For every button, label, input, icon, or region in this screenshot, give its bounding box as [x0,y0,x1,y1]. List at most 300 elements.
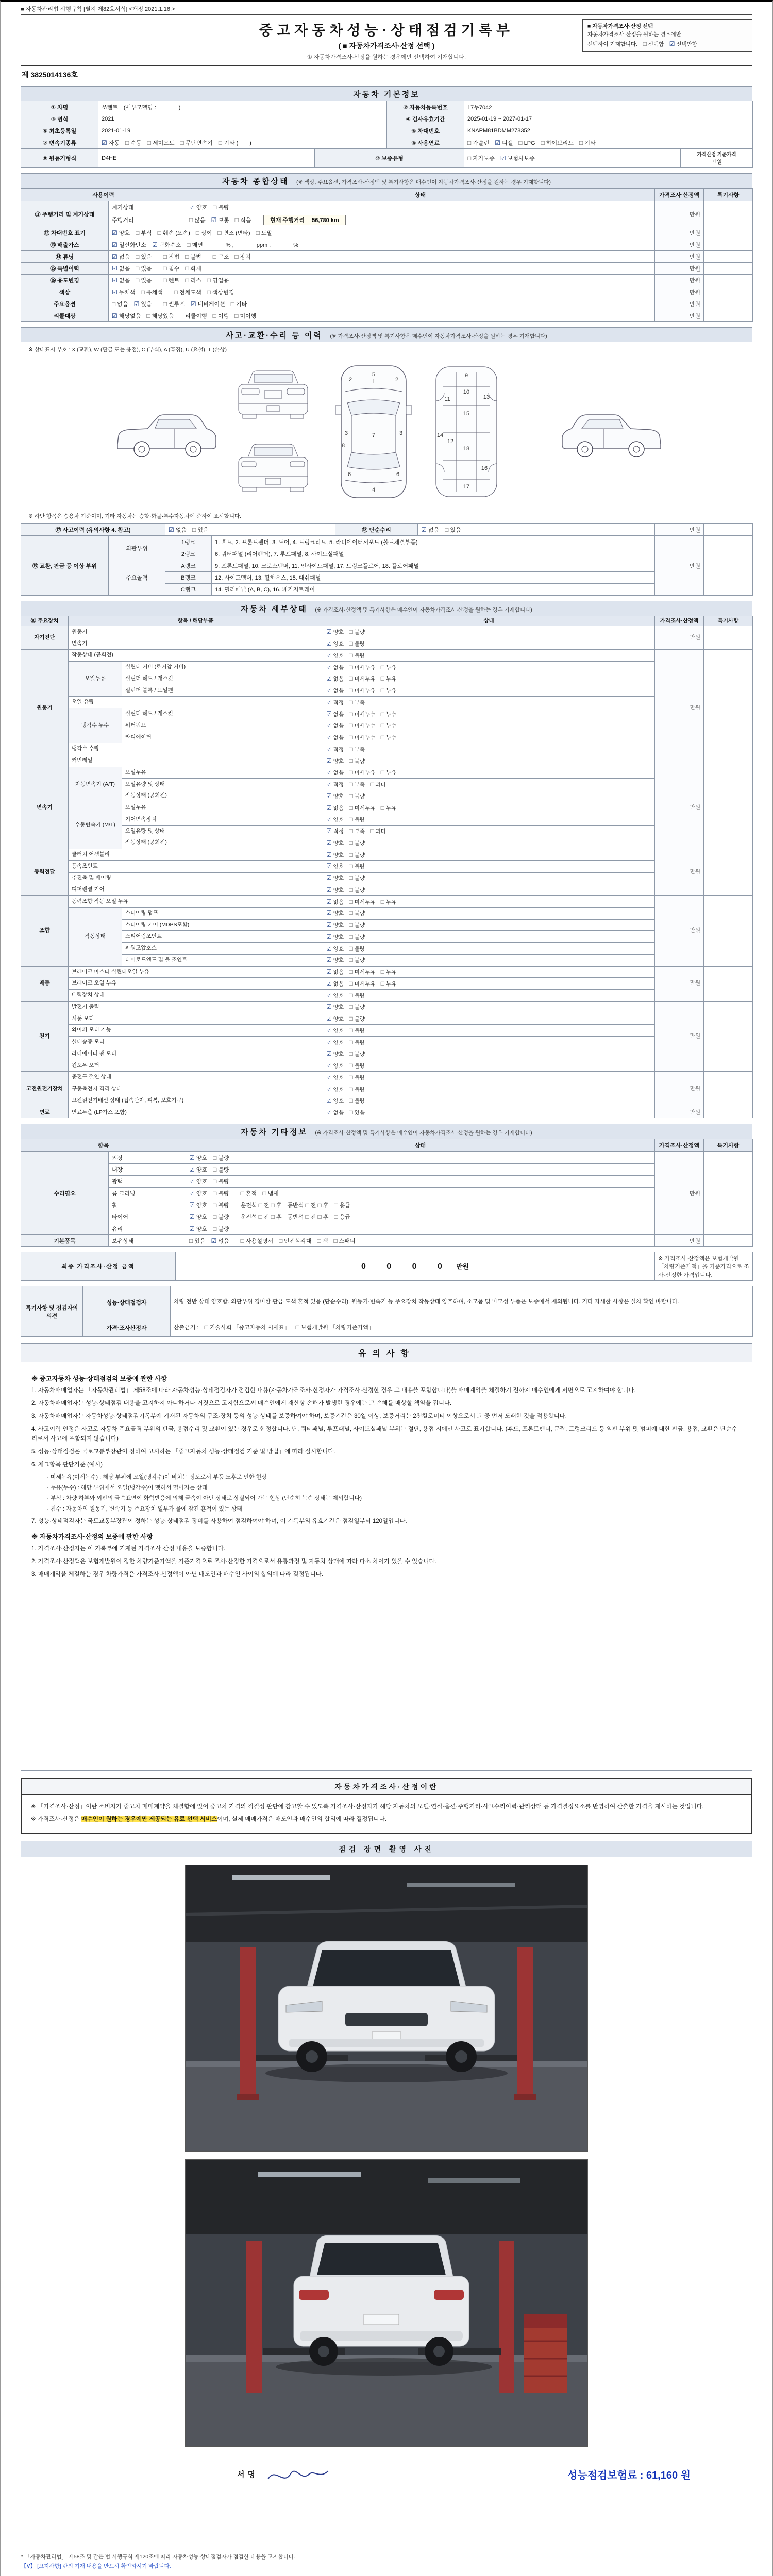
checked-box: ☑ [112,289,117,296]
unchecked-box: □ [146,312,150,319]
basic-info-section [21,86,752,168]
base-price-label: 가격산정 기준가격 [697,152,736,158]
unchecked-box: □ [195,229,200,236]
svg-text:1: 1 [372,379,376,385]
svg-text:13: 13 [483,394,490,400]
unchecked-box: □ [380,710,384,718]
unchecked-box: □ [349,792,353,800]
list-item: 5. 성능·상태점검은 국토교통부장관이 정하여 고시하는 「중고자동차 성능·상태점검 기준 및 방법」에 따라 실시합니다. [31,1449,335,1455]
remark-cell [704,310,753,322]
status-cell: ☑ 일산화탄소 ☑ 탄화수소 □ 매연 % , ppm , % [109,239,655,251]
item-label: 라디에이터 [122,732,323,743]
table-row [21,524,753,536]
checked-box: ☑ [326,897,332,905]
pricing-info-body [22,1795,751,1833]
accident-title-bar [21,327,752,342]
unchecked-box: □ [349,921,353,928]
svg-text:5: 5 [372,371,376,378]
table-row [21,884,753,896]
table-row [21,1252,753,1281]
checked-box: ☑ [326,651,332,659]
table-row [21,263,753,275]
svg-text:15: 15 [463,411,470,417]
svg-text:12: 12 [447,438,454,445]
comprehensive-section [21,173,752,322]
checked-box: ☑ [326,874,332,882]
item-label: 스티어링조인트 [122,931,323,943]
svg-text:17: 17 [463,484,470,490]
unchecked-box: □ [207,289,211,296]
unchecked-box: □ [163,277,167,284]
unchecked-box: □ [141,289,145,296]
unchecked-box: □ [185,277,189,284]
notices-title: 유의사항 [21,1344,752,1362]
section-note: (※ 색상, 주요옵션, 가격조사·산정액 및 특기사항은 매수인이 자동차가격조사·산정을 원하는 경우 기재합니다) [296,179,551,185]
status-cell: ☑ 적정 □ 부족 [323,743,655,755]
vehicle-name: 쏘렌토 (세부모델명 : ) [98,101,387,113]
pricing-info-highlight: 매수인이 원하는 경우에만 제공되는 유료 선택 서비스 [81,1816,217,1822]
item-label: 계기상태 [109,201,186,213]
item-label: 윈도우 모터 [69,1060,323,1072]
unchecked-box: □ [147,139,151,146]
checked-box: ☑ [326,1085,332,1093]
item-label: 작동상태 (공회전) [69,650,323,662]
unchecked-box: □ [349,839,353,846]
group-label: ⑯ 용도변경 [21,275,109,286]
price-cell: 만원 [655,1107,704,1118]
unchecked-box: □ [349,710,353,718]
car-diagram [103,355,670,510]
item-label: 실내송풍 모터 [69,1037,323,1048]
remark-cell [704,536,753,596]
rank-items: 6. 쿼터패널 (리어펜더), 7. 루프패널, 8. 사이드실패널 [212,548,655,560]
final-price-label: 최종 가격조사·산정 금액 [21,1252,176,1281]
table-row [21,697,753,708]
unchecked-box: □ [256,229,260,236]
unchecked-box: □ [305,1213,309,1221]
status-cell: ☑ 적정 □ 부족 □ 과다 [323,778,655,790]
engine-type: D4HE [98,149,315,168]
unchecked-box: □ [349,979,353,987]
rank-label: 2랭크 [165,548,212,560]
unchecked-box: □ [541,139,545,146]
checked-box: ☑ [326,792,332,800]
checked-box: ☑ [326,991,332,999]
unchecked-box: □ [380,687,384,694]
status-cell: ☑ 적정 □ 부족 □ 과다 [323,825,655,837]
checked-box: ☑ [189,1201,195,1209]
unchecked-box: □ [218,139,223,146]
photo-front-illustration [186,1865,587,2151]
unchecked-box: □ [349,745,353,753]
table-row [21,919,753,931]
unchecked-box: □ [180,139,184,146]
status-cell: ☑ 양호 □ 불량 [323,954,655,966]
unchecked-box: □ [380,897,384,905]
unchecked-box: □ [163,300,167,308]
checked-box: ☑ [326,675,332,683]
remark-cell [704,286,753,298]
list-item: 1. 자동차매매업자는 「자동차관리법」 제58조에 따라 자동차성능·상태점검자가 점검한 내용(자동차가격조사·산정자가 가격조사·산정한 경우 그 내용을 포함합니다)을 매매계약을 체결하기 전까지 매수인에게 서면으로 고지하여야 합니다. [31,1387,636,1394]
status-cell: ☑ 양호 □ 불량 [186,1152,655,1164]
status-cell: ☑ 양호 □ 불량 [323,1060,655,1072]
photo-rear-illustration [186,2160,587,2446]
checked-box: ☑ [326,1062,332,1069]
group-label: 색상 [21,286,109,298]
unchecked-box: □ [380,663,384,671]
unchecked-box: □ [187,241,191,248]
final-price-digits: 0 0 0 0 [361,1262,451,1272]
unchecked-box: □ [189,216,193,224]
insurance-fee-value: 61,160 원 [646,2469,691,2481]
warranty-type: □ 자가보증 ☑ 보험사보증 [464,149,681,168]
svg-text:16: 16 [481,465,488,471]
table-row [21,978,753,990]
price-cell: 만원 [655,239,704,251]
insurance-fee [567,2467,691,2482]
checked-box: ☑ [326,1026,332,1034]
item-label: 외장 [109,1152,186,1164]
status-cell: ☑ 양호 □ 불량 [323,919,655,931]
subgroup-label: 수동변속기 (M/T) [69,802,122,849]
price-cell: 만원 [655,1072,704,1107]
checked-box: ☑ [326,745,332,753]
checked-box: ☑ [326,979,332,987]
unchecked-box: □ [349,886,353,893]
group-label: ⑪ 주행거리 및 계기상태 [21,201,109,227]
checked-box: ☑ [169,526,174,533]
status-cell: ☑ 무채색 □ 유채색 □ 전체도색 □ 색상변경 [109,286,655,298]
table-row [21,137,753,149]
item-label: 오일유량 및 상태 [122,778,323,790]
group-label: 동력전달 [21,849,69,896]
misc-section [21,1124,752,1247]
status-cell: ☑ 없음 □ 미세누유 □ 누유 [323,685,655,697]
unchecked-box: □ [213,1225,217,1233]
column-header: 상태 [186,1139,655,1152]
unchecked-box: □ [334,1213,338,1221]
table-row [21,907,753,919]
checked-box: ☑ [190,300,196,308]
unchecked-box: □ [258,1201,262,1209]
section-title: 사고·교환·수리 등 이력 [226,331,323,340]
table-row [21,802,753,814]
checked-box: ☑ [112,241,117,248]
list-item: · 미세누유(미세누수) : 해당 부위에 오일(냉각수)이 비치는 정도로서 부품 노후로 인한 현상 [47,1474,267,1481]
table-row [21,1001,753,1013]
column-header: 가격조사·산정액 [655,189,704,201]
status-cell: ☑ 양호 □ 불량 [323,1013,655,1025]
checked-box: ☑ [326,757,332,765]
list-item: 7. 성능·상태점검자는 국토교통부장관이 정하는 성능·상태점검 장비를 사용하여 점검하여야 하며, 이 기록부의 유효기간은 점검일부터 120일입니다. [31,1518,407,1525]
table-row [21,990,753,1002]
column-header: 가격조사·산정액 [655,1139,704,1152]
unchecked-box: □ [349,722,353,730]
unchecked-box: □ [370,827,374,835]
unchecked-box: □ [349,663,353,671]
checked-box: ☑ [326,687,332,694]
vin-number: KNAPM81BDMM278352 [464,125,753,137]
field-label: ⑦ 변속기종류 [21,137,98,149]
document-subnote: ① 자동차가격조사·산정을 원하는 경우에만 선택하여 기재합니다. [307,54,466,60]
unchecked-box: □ [349,1015,353,1022]
unchecked-box: □ [213,1201,217,1209]
column-header: ⑳ 주요장치 [21,616,69,626]
remark-cell [704,298,753,310]
notices-list-1 [31,1386,742,1470]
checked-box: ☑ [421,526,427,533]
signature-row [21,2464,752,2484]
accident-history-status: ☑ 없음 □ 있음 [165,524,335,536]
diagram-legend: ※ 상태표시 부호 : X (교환), W (판금 또는 용접), C (부식), A (흠집), U (요철), T (손상) [28,347,227,353]
item-label: 스티어링 펌프 [122,907,323,919]
list-item: 2. 가격조사·산정액은 보험개발원이 정한 차량기준가액을 기준가격으로 조사·산정한 가격으로서 유통과정 및 자동차 상태에 따라 다소 차이가 있을 수 있습니다. [31,1558,436,1565]
remark-cell [704,626,753,650]
item-label: 클러치 어셈블리 [69,849,323,861]
status-cell: ☑ 양호 □ 불량 [323,638,655,650]
final-price-table [21,1252,753,1281]
unchecked-box: □ [349,1097,353,1105]
column-header: 항목 / 해당부품 [69,616,323,626]
item-label: 파워고압호스 [122,943,323,955]
section-title: 자동차 기본정보 [353,90,420,99]
status-cell: ☑ 양호 □ 불량 [323,872,655,884]
unchecked-box: □ [380,722,384,730]
table-row [21,1199,753,1211]
table-row [21,1318,753,1337]
select-box-options: 선택하여 기재합니다. □ 선택함 ☑ 선택안함 [587,40,697,47]
unchecked-box: □ [204,1323,208,1331]
checked-box: ☑ [669,40,675,47]
svg-text:6: 6 [396,471,400,478]
section-note: (※ 가격조사·산정액 및 특기사항은 매수인이 자동차가격조사·산정을 원하는 경우 기재합니다) [315,607,532,613]
item-label: 오일유량 및 상태 [122,825,323,837]
list-item: · 누유(누수) : 해당 부위에서 오일(냉각수)이 맺혀서 떨어지는 상태 [47,1484,208,1491]
accident-rank-table [21,536,753,596]
notices-subtitle-1: ※ 중고자동차 성능·상태점검의 보증에 관한 사항 [31,1375,167,1383]
document-number: 제 3825014136호 [22,71,78,79]
rank-items: 14. 필러패널 (A, B, C), 16. 패키지트레이 [212,584,655,596]
unchecked-box: □ [349,804,353,811]
item-label: 작동상태 (공회전) [122,790,323,802]
table-row [21,1095,753,1107]
unchecked-box: □ [185,265,189,272]
mileage-badge: 현재 주행거리 56,780 km [263,215,345,225]
unchecked-box: □ [234,312,239,319]
unchecked-box: □ [279,1237,283,1245]
unchecked-box: □ [643,40,647,47]
accident-history-label: ⑰ 사고이력 (유의사항 4. 참고) [21,524,165,536]
unchecked-box: □ [349,1073,353,1081]
table-row [21,149,753,168]
checked-box: ☑ [326,1050,332,1058]
checked-box: ☑ [112,312,117,319]
unchecked-box: □ [370,781,374,788]
unchecked-box: □ [333,1237,338,1245]
svg-text:11: 11 [444,396,450,402]
status-cell: ☑ 양호 □ 불량 [323,931,655,943]
unchecked-box: □ [212,253,217,260]
remark-cell [704,263,753,275]
status-cell: ☑ 양호 □ 불량 [186,201,655,213]
status-cell: ☑ 양호 □ 불량 □ 흔적 □ 냄새 [186,1188,655,1199]
price-cell: 만원 [655,201,704,227]
price-survey-select-box [582,19,752,52]
unchecked-box: □ [207,277,211,284]
unchecked-box: □ [317,1213,322,1221]
signature-area [237,2464,332,2484]
status-cell: ☑ 양호 □ 불량 [323,884,655,896]
price-cell: 만원 [655,1235,704,1247]
model-year: 2021 [98,113,387,125]
unchecked-box: □ [445,526,449,533]
item-label: 타이로드엔드 및 볼 조인트 [122,954,323,966]
table-row [21,227,753,239]
status-cell: ☑ 양호 □ 불량 운전석 □ 전 □ 후 동반석 □ 전 □ 후 □ 응급 [186,1199,655,1211]
remark-cell [704,201,753,227]
unchecked-box: □ [380,968,384,975]
unchecked-box: □ [349,1026,353,1034]
status-cell: ☑ 양호 □ 불량 [186,1223,655,1235]
table-row [21,685,753,697]
checked-box: ☑ [112,229,117,236]
item-label: 발전기 출력 [69,1001,323,1013]
item-label: 커먼레일 [69,755,323,767]
unchecked-box: □ [112,300,116,308]
status-cell: ☑ 양호 □ 불량 [323,814,655,825]
rank-items: 1. 후드, 2. 프론트펜더, 3. 도어, 4. 트렁크리드, 5. 라디에이터서포트 (볼트체결부품) [212,536,655,548]
section-title: 자동차 기타정보 [241,1128,308,1137]
table-row [21,720,753,732]
table-row [21,298,753,310]
table-row [21,1025,753,1037]
unchecked-box: □ [213,204,217,211]
item-label: 기어변속장치 [122,814,323,825]
svg-text:2: 2 [395,377,399,383]
pricing-info-text: ※ 가격조사·산정은 [31,1816,81,1822]
table-row [21,626,753,638]
checked-box: ☑ [189,1190,195,1197]
status-cell: ☑ 양호 □ 불량 [323,1083,655,1095]
checked-box: ☑ [326,1015,332,1022]
pricing-info-box [21,1778,752,1834]
footer-line-2: 【Ⅴ】 [고지사항] 란의 기재 내용을 반드시 확인하시기 바랍니다. [21,2563,171,2569]
table-row [21,251,753,263]
status-cell: ☑ 없음 □ 있음 □ 침수 □ 화재 [109,263,655,275]
unchecked-box: □ [262,1190,266,1197]
notices-sublist [31,1473,742,1514]
list-item: 1. 가격조사·산정자는 이 기록부에 기재된 가격조사·산정 내용을 보증합니다. [31,1546,226,1552]
rank-label: B랭크 [165,572,212,584]
price-cell: 만원 [655,650,704,767]
remark-cell [704,239,753,251]
unchecked-box: □ [579,139,583,146]
unchecked-box: □ [240,1237,244,1245]
photo-section [21,1841,752,2454]
list-item: · 침수 : 자동차의 원동기, 변속기 등 주요장치 일부가 물에 잠긴 흔적이 있는 상태 [47,1505,242,1512]
table-row [21,101,753,113]
field-label: ③ 연식 [21,113,98,125]
unchecked-box: □ [349,781,353,788]
svg-text:14: 14 [436,432,444,438]
unchecked-box: □ [349,874,353,882]
status-cell: ☑ 양호 □ 불량 [186,1176,655,1188]
unchecked-box: □ [380,979,384,987]
list-item: 2. 자동차매매업자는 성능·상태점검 내용을 고지하지 아니하거나 거짓으로 고지함으로써 매수인에게 재산상 손해가 발생한 경우에는 그 손해를 배상할 책임을 집니다. [31,1400,452,1407]
group-label: 연료 [21,1107,69,1118]
checked-box: ☑ [326,816,332,823]
diagram-legend-2: ※ 하단 항목은 승용차 기준이며, 기타 자동차는 승합·화물·특수자동차에 준하여 표시합니다. [28,513,242,519]
status-cell: ☑ 없음 □ 미세누수 □ 누수 [323,732,655,743]
unchecked-box: □ [240,1190,244,1197]
unchecked-box: □ [349,1109,353,1116]
price-cell: 만원 [655,286,704,298]
select-box-title: ■ 자동차가격조사·산정 선택 [587,23,653,29]
unchecked-box: □ [349,862,353,870]
unchecked-box: □ [136,229,140,236]
remark-cell [704,849,753,896]
column-header: 상태 [186,189,655,201]
item-label: 보유상태 [109,1235,186,1247]
checked-box: ☑ [326,628,332,636]
checked-box: ☑ [326,1109,332,1116]
status-cell: □ 있음 ☑ 없음 □ 사용설명서 □ 안전삼각대 □ 잭 □ 스패너 [186,1235,655,1247]
special-notes-side-label: 특기사항 및 점검자의 의견 [21,1286,83,1337]
table-row [21,536,753,548]
form-reference-note: ■ 자동차관리법 시행규칙 [별지 제82호서식] <개정 2021.1.16.> [21,4,752,15]
status-cell: ☑ 양호 □ 불량 [323,943,655,955]
section-title: 자동차 종합상태 [222,177,289,186]
table-row [21,638,753,650]
registration-number: 17누7042 [464,101,753,113]
remark-cell [704,650,753,767]
table-row [21,943,753,955]
base-price-unit: 만원 [711,159,722,165]
special-notes-table [21,1286,753,1337]
status-cell: ☑ 없음 □ 미세누유 □ 누유 [323,896,655,908]
price-cell: 만원 [655,310,704,322]
item-label: 충전구 절연 상태 [69,1072,323,1083]
table-row [21,896,753,908]
remark-cell [704,251,753,263]
unchecked-box: □ [349,827,353,835]
accident-section [21,327,752,596]
field-label: ⑤ 최초등록일 [21,125,98,137]
status-cell: ☑ 양호 □ 불량 [323,849,655,861]
status-cell: ☑ 양호 □ 불량 [186,1164,655,1176]
column-header: 특기사항 [704,1139,753,1152]
price-cell: 만원 [655,767,704,849]
group-label: 리콜대상 [21,310,109,322]
checked-box: ☑ [189,1178,195,1185]
status-cell: ☑ 없음 □ 미세누유 □ 누유 [323,978,655,990]
unchecked-box: □ [174,289,178,296]
column-header: 상태 [323,616,655,626]
document-header [21,15,752,66]
list-item: 4. 사고이력 인정은 사고로 자동차 주요골격 부위의 판금, 용접수리 및 교환이 있는 경우로 한정합니다. 단, 쿼터패널, 루프패널, 사이드실패널 부위는 절단, 용접 시에만 사고로 표기합니다. (후드, 프론트펜더, 문짝, 트렁크리드 등 외판 부위 및 범퍼에 대한 판금, 용접, 교환은 단순수리로서 사고에 포함되지 않습니다) [31,1426,737,1443]
footer [21,2553,752,2570]
item-label: 고전원전기배선 상태 (접속단자, 피복, 보호기구) [69,1095,323,1107]
column-header: 특기사항 [704,189,753,201]
table-row [21,560,753,572]
group-label: 주요옵션 [21,298,109,310]
status-cell: ☑ 양호 □ 불량 [323,990,655,1002]
item-label: 타이어 [109,1211,186,1223]
unchecked-box: □ [349,909,353,917]
section-note: (※ 가격조사·산정액 및 특기사항은 매수인이 자동차가격조사·산정을 원하는 경우 기재합니다) [315,1130,532,1137]
group-label: ⑭ 튜닝 [21,251,109,263]
list-item: 3. 매매계약을 체결하는 경우 차량가격은 가격조사·산정액이 아닌 매도인과 매수인 사이의 합의에 따라 결정됩니다. [31,1571,323,1578]
